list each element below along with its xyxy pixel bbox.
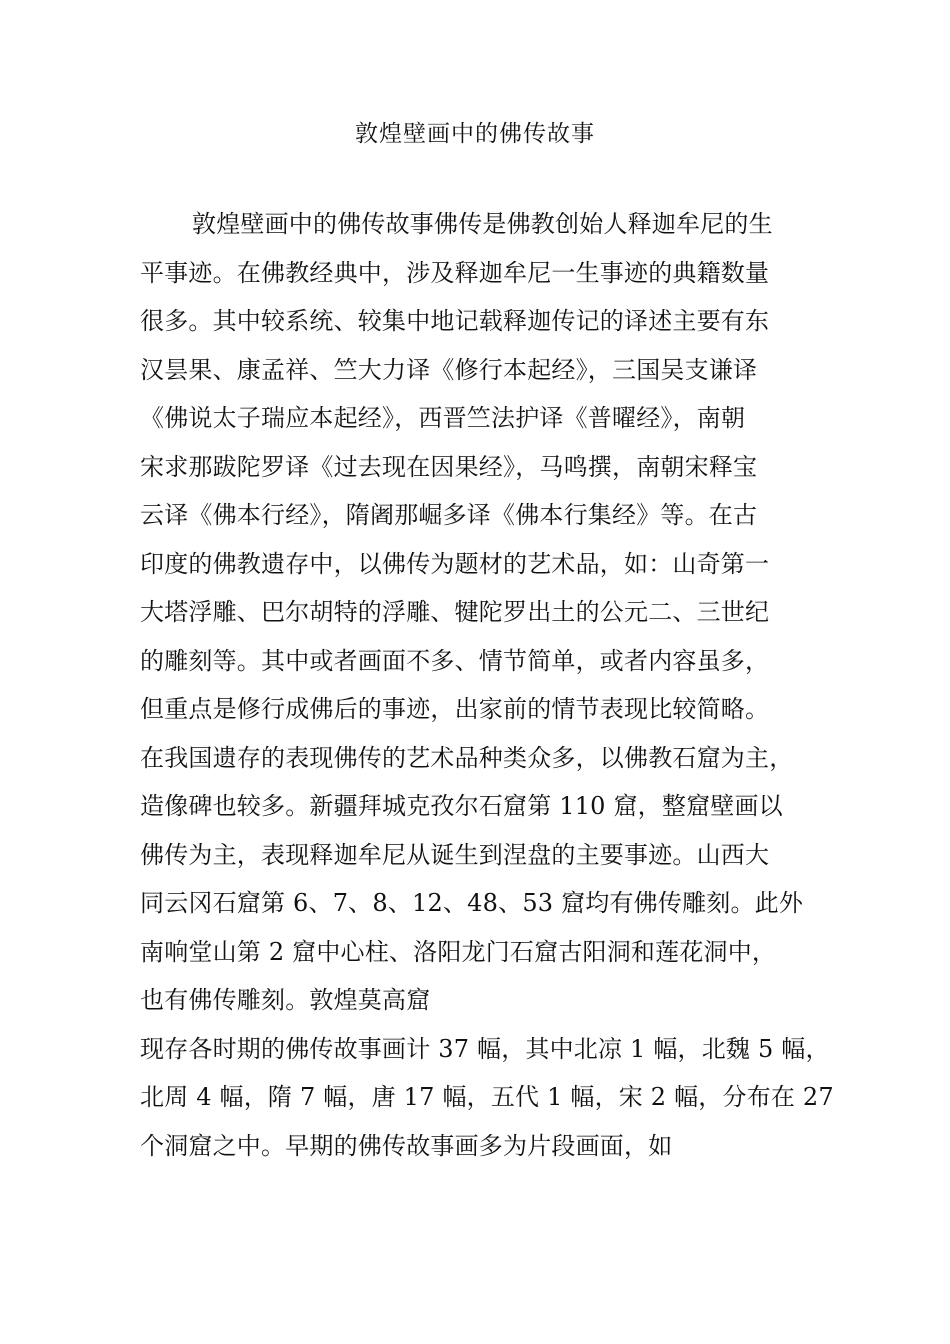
paragraph-line: 汉昙果、康孟祥、竺大力译《修行本起经》，三国吴支谦译 — [140, 355, 758, 384]
document-body — [140, 208, 840, 1178]
paragraph-line: 大塔浮雕、巴尔胡特的浮雕、犍陀罗出土的公元二、三世纪 — [140, 598, 770, 626]
paragraph-line: 同云冈石窟第 6、7、8、12、48、53 窟均有佛传雕刻。此外 — [140, 889, 804, 917]
paragraph-line: 现存各时期的佛传故事画计 37 幅，其中北凉 1 幅，北魏 5 幅， — [140, 1034, 830, 1063]
paragraph-line: 南响堂山第 2 窟中心柱、洛阳龙门石窟古阳洞和莲花洞中， — [140, 937, 777, 966]
document-title: 敦煌壁画中的佛传故事 — [355, 121, 595, 147]
paragraph-line: 宋求那跋陀罗译《过去现在因果经》，马鸣撰，南朝宋释宝 — [140, 452, 758, 481]
paragraph-line: 个洞窟之中。早期的佛传故事画多为片段画面，如 — [140, 1131, 673, 1160]
paragraph-line: 《佛说太子瑞应本起经》，西晋竺法护译《普曜经》，南朝 — [140, 404, 746, 432]
paragraph-line: 云译《佛本行经》，隋阇那崛多译《佛本行集经》等。在古 — [140, 501, 758, 529]
paragraph-line: 佛传为主，表现释迦牟尼从诞生到涅盘的主要事迹。山西大 — [140, 840, 770, 869]
paragraph-line: 很多。其中较系统、较集中地记载释迦传记的译述主要有东 — [140, 307, 770, 335]
paragraph-line: 印度的佛教遗存中，以佛传为题材的艺术品，如：山奇第一 — [140, 549, 770, 578]
paragraph-line: 也有佛传雕刻。敦煌莫高窟 — [140, 986, 431, 1014]
paragraph-line: 造像碑也较多。新疆拜城克孜尔石窟第 110 窟，整窟壁画以 — [140, 792, 783, 820]
paragraph-line: 北周 4 幅，隋 7 幅，唐 17 幅，五代 1 幅，宋 2 幅，分布在 27 — [140, 1083, 834, 1111]
paragraph-line: 在我国遗存的表现佛传的艺术品种类众多，以佛教石窟为主， — [140, 743, 794, 772]
paragraph-line: 敦煌壁画中的佛传故事佛传是佛教创始人释迦牟尼的生 — [192, 210, 773, 238]
paragraph-line: 但重点是修行成佛后的事迹，出家前的情节表现比较简略。 — [140, 695, 770, 723]
paragraph-line: 的雕刻等。其中或者画面不多、情节简单，或者内容虽多， — [140, 646, 770, 675]
paragraph-line: 平事迹。在佛教经典中，涉及释迦牟尼一生事迹的典籍数量 — [140, 258, 770, 287]
